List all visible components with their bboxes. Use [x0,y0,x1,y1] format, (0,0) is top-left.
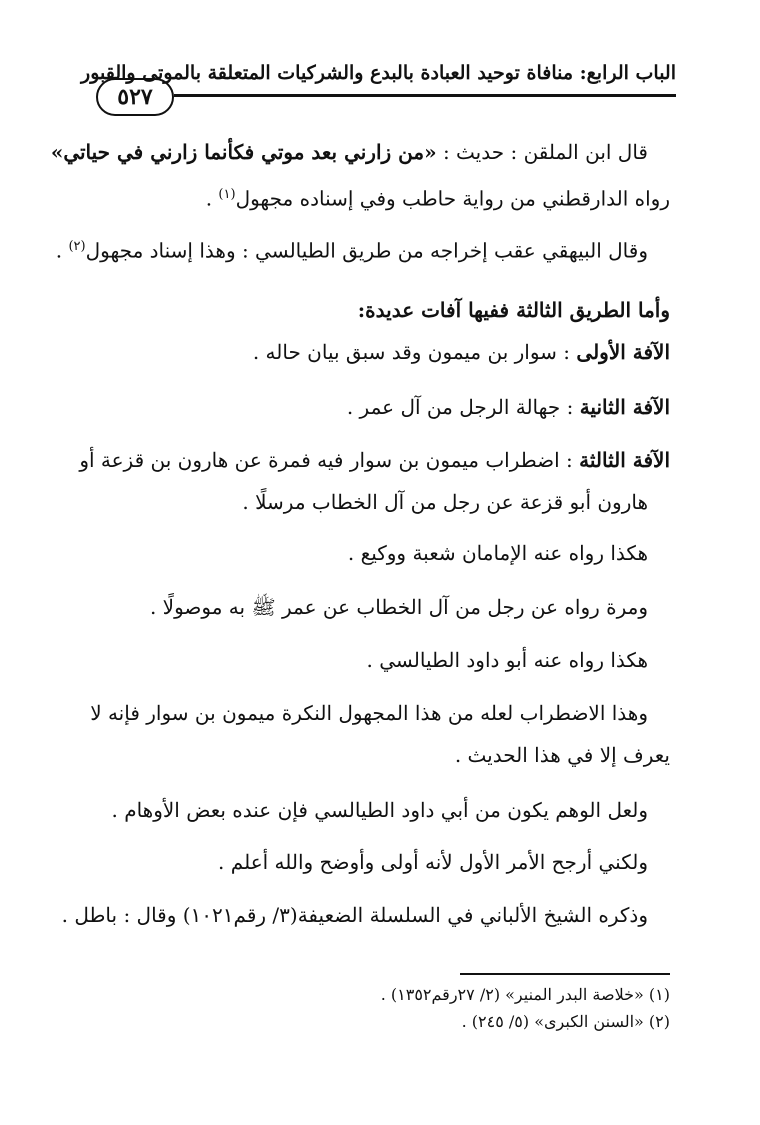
chapter-subject: منافاة توحيد العبادة بالبدع والشركيات المتعلقة بالموتى والقبور [81,62,574,84]
section-heading: وأما الطريق الثالثة ففيها آفات عديدة: [357,298,670,322]
paragraph-line: ومرة رواه عن رجل من آل الخطاب عن عمر ﷺ به موصولًا . [149,595,648,619]
text-span: قال ابن الملقن : حديث : [436,140,648,164]
text-span: : اضطراب ميمون بن سوار فيه فمرة عن هارون بن قزعة أو [79,448,580,472]
paragraph-line: هكذا رواه عنه أبو داود الطيالسي . [366,648,648,672]
running-title [81,62,676,84]
paragraph-line: وهذا الاضطراب لعله من هذا المجهول النكرة ميمون بن سوار فإنه لا [90,701,648,725]
page-number: ٥٢٧ [96,78,174,116]
footnote-ref[interactable]: (٢) [68,239,86,254]
page-header [81,58,676,110]
paragraph-line: ولكني أرجح الأمر الأول لأنه أولى وأوضح والله أعلم . [218,850,648,874]
paragraph-line [79,445,670,475]
text-span: : سوار بن ميمون وقد سبق بيان حاله . [252,340,577,364]
paragraph-line [56,232,648,266]
footnote: (٢) «السنن الكبرى» (٥/ ٢٤٥) . [461,1012,670,1031]
defect-label: الآفة الأولى [576,340,670,364]
paragraph-line: وذكره الشيخ الألباني في السلسلة الضعيفة(٣/ رقم١٠٢١) وقال : باطل . [61,903,648,927]
footnote: (١) «خلاصة البدر المنير» (٢/ ٢٧رقم١٣٥٢) . [380,985,670,1004]
paragraph-line: هارون أبو قزعة عن رجل من آل الخطاب مرسلًا . [242,490,648,514]
footnote-separator [460,973,670,975]
footnote-ref[interactable]: (١) [218,187,236,202]
paragraph-line [51,137,648,167]
text-span: رواه الدارقطني من رواية حاطب وفي إسناده مجهول [235,186,670,211]
text-span: . [205,186,219,211]
header-rule [174,94,676,97]
paragraph-line: هكذا رواه عنه الإمامان شعبة ووكيع . [347,541,648,565]
paragraph-line: يعرف إلا في هذا الحديث . [454,743,670,767]
defect-label: الآفة الثانية [579,395,670,419]
text-span: . [55,238,69,263]
hadith-quote: «من زارني بعد موتي فكأنما زارني في حياتي» [50,140,437,164]
text-span: : جهالة الرجل من آل عمر . [346,395,580,419]
text-span: وقال البيهقي عقب إخراجه من طريق الطيالسي : وهذا إسناد مجهول [85,238,648,263]
defect-label: الآفة الثالثة [579,448,670,472]
paragraph-line [206,180,670,214]
paragraph-line [347,392,670,422]
chapter-label: الباب الرابع: [579,62,676,84]
paragraph-line [253,337,670,367]
paragraph-line: ولعل الوهم يكون من أبي داود الطيالسي فإن عنده بعض الأوهام . [111,798,648,822]
